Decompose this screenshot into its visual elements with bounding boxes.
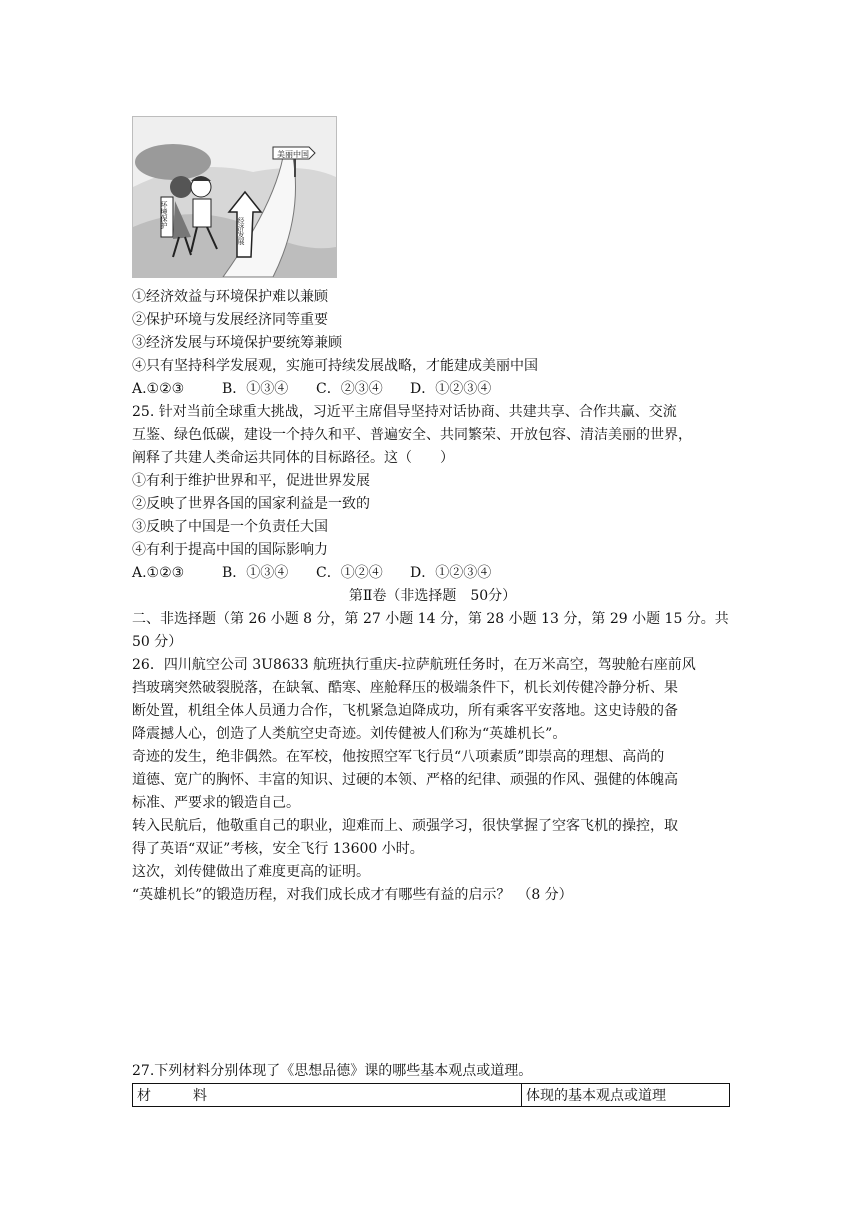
q27-col-viewpoint: 体现的基本观点或道理: [522, 1084, 730, 1107]
q26-line-2: 挡玻璃突然破裂脱落，在缺氧、酷寒、座舱释压的极端条件下，机长刘传健冷静分析、果: [132, 680, 678, 696]
q25-choice-d: D．①②③④: [410, 565, 492, 581]
q24-choice-b: B．①③④: [222, 381, 289, 397]
q24-item-1: ①经济效益与环境保护难以兼顾: [132, 289, 328, 305]
q25-stem-line-2: 互鉴、绿色低碳，建设一个持久和平、普遍安全、共同繁荣、开放包容、清洁美丽的世界，: [132, 427, 692, 443]
q26-line-10: 这次，刘传健做出了难度更高的证明。: [132, 864, 370, 880]
q24-choice-a: A.①②③: [132, 381, 185, 397]
q27-table-header-row: [133, 1084, 730, 1107]
part2-instructions-line-1: 二、非选择题（第 26 小题 8 分，第 27 小题 14 分，第 28 小题 13 分，第 29 小题 15 分。共: [132, 611, 729, 627]
q25-stem-line-3: 阐释了共建人类命运共同体的目标路径。这（ ）: [132, 450, 454, 466]
q26-line-6: 道德、宽广的胸怀、丰富的知识、过硬的本领、严格的纪律、顽强的作风、强健的体魄高: [132, 772, 678, 788]
q25-choice-b: B．①③④: [222, 565, 289, 581]
q25-choice-c: C．①②④: [316, 565, 383, 581]
girl-label: 环境保护: [160, 201, 168, 229]
q25-stem-line-1: 25. 针对当前全球重大挑战，习近平主席倡导坚持对话协商、共建共享、合作共赢、交流: [132, 404, 677, 420]
q24-choices: [132, 378, 491, 400]
q26-line-5: 奇迹的发生，绝非偶然。在军校，他按照空军飞行员“八项素质”即崇高的理想、高尚的: [132, 749, 665, 765]
q26-line-1: 26．四川航空公司 3U8633 航班执行重庆-拉萨航班任务时，在万米高空，驾驶舱右座前风: [132, 657, 696, 673]
part2-instructions-line-2: 50 分）: [132, 634, 183, 650]
q24-item-2: ②保护环境与发展经济同等重要: [132, 312, 328, 328]
q27-table: [132, 1083, 730, 1107]
q26-question: “英雄机长”的锻造历程，对我们成长成才有哪些有益的启示？ （8 分）: [132, 887, 573, 903]
q26-line-3: 断处置，机组全体人员通力合作，飞机紧急迫降成功，所有乘客平安落地。这史诗般的备: [132, 703, 678, 719]
q25-item-2: ②反映了世界各国的国家利益是一致的: [132, 496, 370, 512]
environment-economy-cartoon: [132, 116, 337, 278]
q24-item-3: ③经济发展与环境保护要统筹兼顾: [132, 335, 342, 351]
q24-choice-c: C．②③④: [316, 381, 383, 397]
q25-item-1: ①有利于维护世界和平，促进世界发展: [132, 473, 370, 489]
q26-line-7: 标准、严要求的锻造自己。: [132, 795, 300, 811]
q27-stem: 27.下列材料分别体现了《思想品德》课的哪些基本观点或道理。: [132, 1063, 533, 1079]
q25-choice-a: A.①②③: [132, 565, 185, 581]
q25-item-3: ③反映了中国是一个负责任大国: [132, 519, 328, 535]
part2-title: 第Ⅱ卷（非选择题 50分）: [348, 588, 517, 604]
q24-item-4: ④只有坚持科学发展观，实施可持续发展战略，才能建成美丽中国: [132, 358, 538, 374]
q26-line-9: 得了英语“双证”考核，安全飞行 13600 小时。: [132, 841, 424, 857]
q25-choices: [132, 562, 491, 584]
q24-choice-d: D．①②③④: [410, 381, 492, 397]
q26-line-4: 降震撼人心，创造了人类航空史奇迹。刘传健被人们称为“英雄机长”。: [132, 726, 567, 742]
sign-text: 美丽中国: [277, 150, 309, 159]
q25-item-4: ④有利于提高中国的国际影响力: [132, 542, 328, 558]
q27-col-material: 材 料: [133, 1084, 522, 1107]
arrow-label: 经济发展: [237, 217, 245, 245]
q26-line-8: 转入民航后，他敬重自己的职业，迎难而上、顽强学习，很快掌握了空客飞机的操控，取: [132, 818, 678, 834]
